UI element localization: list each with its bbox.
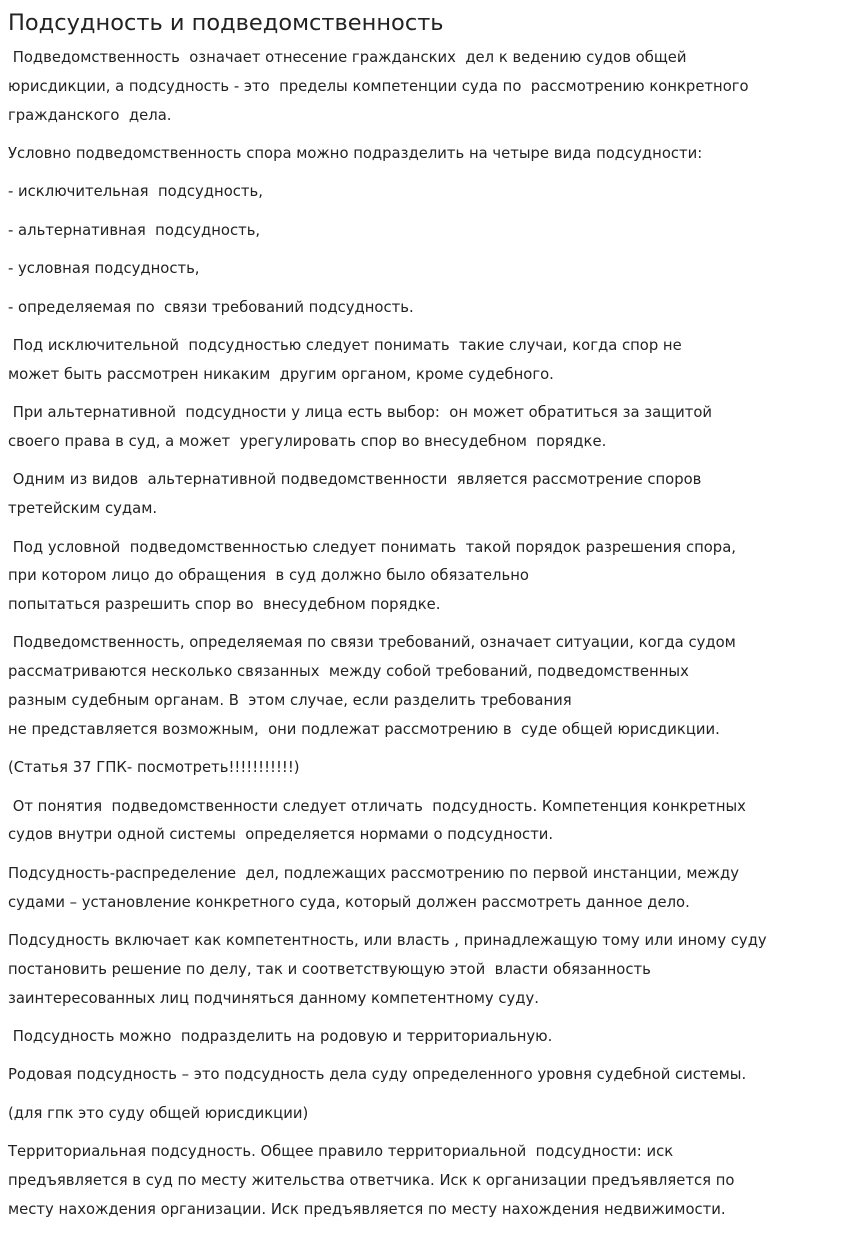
paragraph-line: - условная подсудность, — [8, 260, 200, 278]
paragraph-line: постановить решение по делу, так и соответствующую этой власти обязанность — [8, 960, 651, 978]
paragraph-line: Одним из видов альтернативной подведомственности является рассмотрение споров — [8, 471, 702, 489]
paragraph-line: Подведомственность означает отнесение гражданских дел к ведению судов общей — [8, 49, 687, 66]
paragraph — [8, 1023, 838, 1052]
document — [8, 8, 838, 1234]
paragraph-line: не представляется возможным, они подлежат рассмотрению в суде общей юрисдикции. — [8, 720, 720, 738]
document-body — [8, 44, 838, 1225]
paragraph-line: своего права в суд, а может урегулировать спор во внесудебном порядке. — [8, 432, 607, 450]
paragraph — [8, 332, 838, 390]
paragraph-line: Под исключительной подсудностью следует понимать такие случаи, когда спор не — [8, 336, 682, 354]
paragraph-line: От понятия подведомственности следует отличать подсудность. Компетенция конкретных — [8, 797, 746, 815]
paragraph-line: Подведомственность, определяемая по связи требований, означает ситуации, когда судом — [8, 634, 736, 652]
paragraph — [8, 1138, 838, 1224]
paragraph — [8, 860, 838, 918]
paragraph — [8, 1061, 838, 1090]
paragraph — [8, 294, 838, 323]
paragraph-line: Под условной подведомственностью следует понимать такой порядок разрешения спора, — [8, 538, 736, 556]
paragraph-line: судов внутри одной системы определяется нормами о подсудности. — [8, 826, 554, 844]
paragraph — [8, 255, 838, 284]
paragraph — [8, 399, 838, 457]
paragraph-line: - определяемая по связи требований подсудность. — [8, 298, 414, 316]
paragraph-line: Подсудность включает как компетентность, или власть , принадлежащую тому или иному суду — [8, 932, 767, 950]
paragraph-line: предъявляется в суд по месту жительства ответчика. Иск к организации предъявляется по — [8, 1171, 735, 1189]
paragraph-line: Условно подведомственность спора можно подразделить на четыре вида подсудности: — [8, 144, 703, 162]
paragraph-line: При альтернативной подсудности у лица есть выбор: он может обратиться за защитой — [8, 404, 713, 422]
paragraph — [8, 1100, 838, 1129]
paragraph-line: судами – установление конкретного суда, который должен рассмотреть данное дело. — [8, 893, 690, 911]
paragraph-line: при котором лицо до обращения в суд должно было обязательно — [8, 567, 529, 585]
paragraph — [8, 44, 838, 130]
paragraph — [8, 217, 838, 246]
paragraph — [8, 927, 838, 1013]
paragraph — [8, 140, 838, 169]
page-title: Подсудность и подведомственность — [8, 10, 444, 36]
paragraph — [8, 466, 838, 524]
paragraph — [8, 178, 838, 207]
paragraph-line: заинтересованных лиц подчиняться данному компетентному суду. — [8, 989, 539, 1007]
paragraph-line: Подсудность-распределение дел, подлежащих рассмотрению по первой инстанции, между — [8, 864, 739, 882]
paragraph-line: может быть рассмотрен никаким другим органом, кроме судебного. — [8, 365, 554, 383]
paragraph-line: рассматриваются несколько связанных между собой требований, подведомственных — [8, 663, 689, 681]
paragraph-line: Родовая подсудность – это подсудность дела суду определенного уровня судебной системы. — [8, 1066, 747, 1084]
paragraph-line: (для гпк это суду общей юрисдикции) — [8, 1104, 309, 1122]
paragraph-line: третейским судам. — [8, 500, 158, 518]
paragraph-line: (Статья 37 ГПК- посмотреть!!!!!!!!!!!) — [8, 759, 300, 777]
paragraph-line: месту нахождения организации. Иск предъявляется по месту нахождения недвижимости. — [8, 1200, 726, 1218]
paragraph-line: Подсудность можно подразделить на родовую и территориальную. — [8, 1028, 553, 1046]
paragraph-line: попытаться разрешить спор во внесудебном порядке. — [8, 596, 441, 614]
paragraph-line: - исключительная подсудность, — [8, 183, 263, 201]
paragraph-line: - альтернативная подсудность, — [8, 221, 261, 239]
paragraph — [8, 629, 838, 744]
paragraph-line: гражданского дела. — [8, 106, 172, 124]
paragraph-line: разным судебным органам. В этом случае, если разделить требования — [8, 692, 572, 710]
paragraph — [8, 754, 838, 783]
paragraph-line: Территориальная подсудность. Общее правило территориальной подсудности: иск — [8, 1143, 674, 1161]
paragraph — [8, 793, 838, 851]
paragraph — [8, 534, 838, 620]
paragraph-line: юрисдикции, а подсудность - это пределы компетенции суда по рассмотрению конкретного — [8, 77, 749, 95]
